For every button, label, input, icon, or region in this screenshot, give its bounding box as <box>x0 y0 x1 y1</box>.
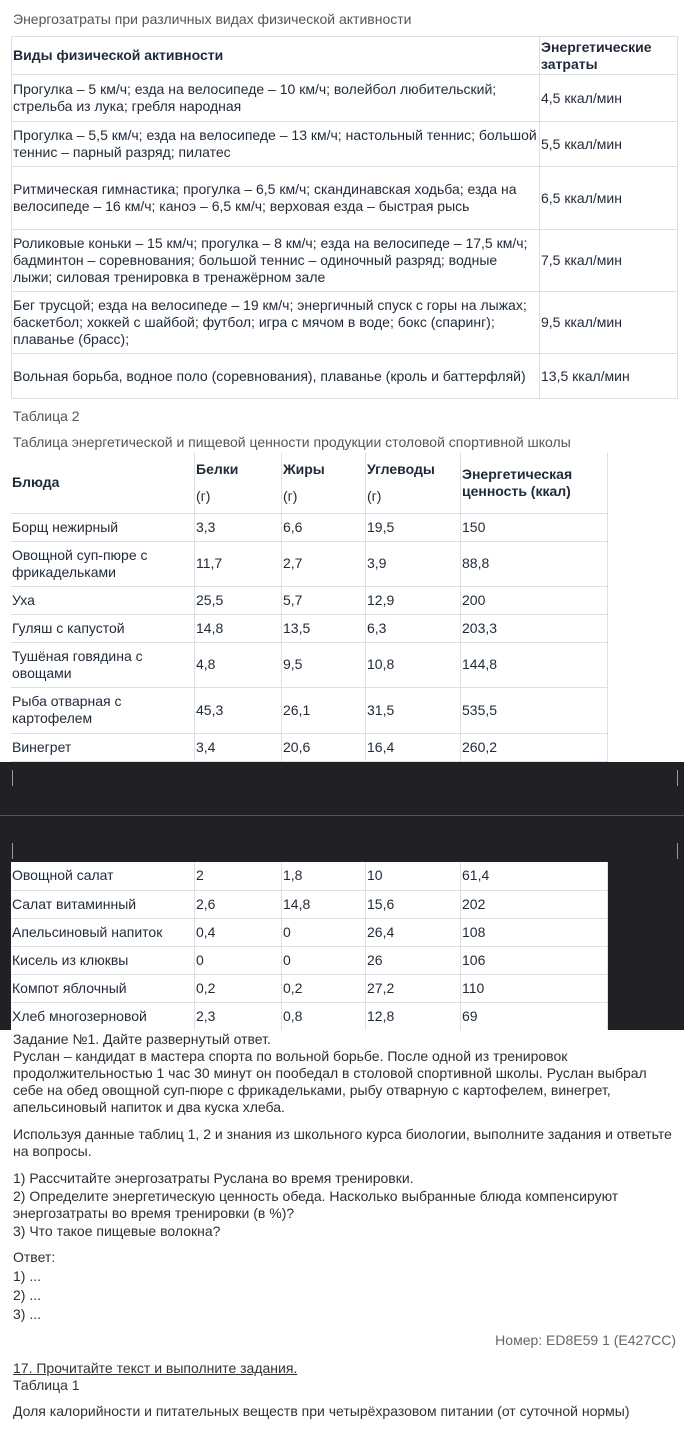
energy-cell: 61,4 <box>461 862 608 890</box>
question-2: 2) Определите энергетическую ценность обеда. Насколько выбранные блюда компенсируют энергозатраты во время тренировки (в %)? <box>13 1188 619 1221</box>
dish-cell: Винегрет <box>11 733 195 761</box>
dish-cell: Овощной суп-пюре с фрикадельками <box>11 541 195 586</box>
activity-cell: Роликовые коньки – 15 км/ч; прогулка – 8 км/ч; езда на велосипеде – 17,5 км/ч; бадминтон – соревнования; большой теннис – одиночный разряд; водные лыжи; силовая тренировка в тренажёрном зале <box>12 230 540 292</box>
header-fat-label: Жиры <box>283 461 325 477</box>
activity-cell: Прогулка – 5,5 км/ч; езда на велосипеде – 13 км/ч; настольный теннис; большой теннис – парный разряд; пилатес <box>12 122 540 167</box>
fat-cell: 14,8 <box>282 890 366 918</box>
header-activity: Виды физической активности <box>12 37 540 75</box>
fat-cell: 2,7 <box>282 541 366 586</box>
protein-cell: 2,6 <box>195 890 282 918</box>
energy-cell: 88,8 <box>461 541 608 586</box>
header-carbs <box>366 453 461 513</box>
task-instruction: Используя данные таблиц 1, 2 и знания из школьного курса биологии, выполните задания и ответьте на вопросы. <box>13 1126 672 1159</box>
table-row <box>11 1002 608 1030</box>
protein-cell: 11,7 <box>195 541 282 586</box>
energy-cell: 110 <box>461 974 608 1002</box>
page-break <box>0 762 684 862</box>
dish-cell: Кисель из клюквы <box>11 946 195 974</box>
protein-cell: 4,8 <box>195 642 282 687</box>
page-divider <box>0 815 684 816</box>
energy-cell: 13,5 ккал/мин <box>540 354 678 399</box>
header-fat-unit: (г) <box>283 488 298 504</box>
table-header-row <box>12 37 678 75</box>
table-row <box>11 586 608 614</box>
energy-cell: 150 <box>461 513 608 541</box>
energy-cell: 106 <box>461 946 608 974</box>
fat-cell: 0 <box>282 946 366 974</box>
table-row <box>11 687 608 733</box>
table-row <box>12 167 678 230</box>
answer-label: Ответ: <box>13 1249 56 1265</box>
task-number: Номер: ED8E59 1 (E427CC) <box>495 1332 676 1348</box>
next-table-label: Таблица 1 <box>13 1377 80 1393</box>
header-carbs-label: Углеводы <box>367 461 435 477</box>
header-carbs-unit: (г) <box>367 488 382 504</box>
carbs-cell: 10,8 <box>366 642 461 687</box>
page-corner-mark <box>677 843 684 859</box>
header-protein <box>195 453 282 513</box>
fat-cell: 26,1 <box>282 687 366 733</box>
energy-cell: 535,5 <box>461 687 608 733</box>
dish-cell: Салат витаминный <box>11 890 195 918</box>
dish-cell: Гуляш с капустой <box>11 614 195 642</box>
protein-cell: 14,8 <box>195 614 282 642</box>
protein-cell: 0 <box>195 946 282 974</box>
dish-cell: Уха <box>11 586 195 614</box>
table-row <box>11 862 608 890</box>
answer-2: 2) ... <box>13 1287 42 1303</box>
answer-1: 1) ... <box>13 1268 42 1284</box>
carbs-cell: 12,8 <box>366 1002 461 1030</box>
question-1: 1) Рассчитайте энергозатраты Руслана во время тренировки. <box>13 1170 414 1186</box>
fat-cell: 20,6 <box>282 733 366 761</box>
energy-cell: 203,3 <box>461 614 608 642</box>
table2-label: Таблица 2 <box>13 408 80 424</box>
dish-cell: Компот яблочный <box>11 974 195 1002</box>
carbs-cell: 31,5 <box>366 687 461 733</box>
table-header-row <box>11 453 608 513</box>
fat-cell: 0 <box>282 918 366 946</box>
energy-cell: 200 <box>461 586 608 614</box>
table-row <box>11 733 608 761</box>
energy-cell: 5,5 ккал/мин <box>540 122 678 167</box>
nutrition-table <box>11 453 608 762</box>
table-row <box>12 75 678 122</box>
activity-cell: Бег трусцой; езда на велосипеде – 19 км/ч; энергичный спуск с горы на лыжах; баскетбол; хоккей с шайбой; футбол; игра с мячом в воде; бокс (спаринг); плаванье (брасс); <box>12 292 540 354</box>
protein-cell: 2 <box>195 862 282 890</box>
dish-cell: Овощной салат <box>11 862 195 890</box>
task-story: Руслан – кандидат в мастера спорта по вольной борьбе. После одной из тренировок продолжительностью 1 час 30 минут он пообедал в столовой спортивной школы. Руслан выбрал себе на обед овощной суп-пюре с фрикадельками, рыбу отварную с картофелем, винегрет, апельсиновый напиток и два куска хлеба. <box>13 1048 647 1115</box>
nutrition-table-continued <box>11 862 608 1030</box>
fat-cell: 0,8 <box>282 1002 366 1030</box>
dark-gutter <box>0 862 11 1030</box>
table2-title: Таблица энергетической и пищевой ценности продукции столовой спортивной школы <box>13 434 571 450</box>
energy-cell: 6,5 ккал/мин <box>540 167 678 230</box>
task-block <box>13 1031 673 1323</box>
fat-cell: 1,8 <box>282 862 366 890</box>
energy-cell: 4,5 ккал/мин <box>540 75 678 122</box>
protein-cell: 3,3 <box>195 513 282 541</box>
table-row <box>11 918 608 946</box>
energy-cell: 108 <box>461 918 608 946</box>
carbs-cell: 6,3 <box>366 614 461 642</box>
question-3: 3) Что такое пищевые волокна? <box>13 1223 221 1239</box>
dish-cell: Хлеб многозерновой <box>11 1002 195 1030</box>
carbs-cell: 12,9 <box>366 586 461 614</box>
energy-cell: 7,5 ккал/мин <box>540 230 678 292</box>
carbs-cell: 3,9 <box>366 541 461 586</box>
fat-cell: 9,5 <box>282 642 366 687</box>
protein-cell: 45,3 <box>195 687 282 733</box>
task-heading: Задание №1. Дайте развернутый ответ. <box>13 1031 271 1047</box>
energy-cell: 9,5 ккал/мин <box>540 292 678 354</box>
table-row <box>11 642 608 687</box>
energy-cell: 144,8 <box>461 642 608 687</box>
page-corner-mark <box>12 770 19 786</box>
table-row <box>11 513 608 541</box>
protein-cell: 25,5 <box>195 586 282 614</box>
header-energy: Энергетическая ценность (ккал) <box>461 453 608 513</box>
page-corner-mark <box>12 843 19 859</box>
header-protein-label: Белки <box>196 461 239 477</box>
fat-cell: 5,7 <box>282 586 366 614</box>
fat-cell: 0,2 <box>282 974 366 1002</box>
table-row <box>12 122 678 167</box>
carbs-cell: 27,2 <box>366 974 461 1002</box>
table-row <box>11 890 608 918</box>
next-table-title: Доля калорийности и питательных веществ при четырёхразовом питании (от суточной нормы) <box>13 1403 630 1419</box>
table-row <box>12 230 678 292</box>
carbs-cell: 15,6 <box>366 890 461 918</box>
table-row <box>11 541 608 586</box>
protein-cell: 0,2 <box>195 974 282 1002</box>
energy-cell: 69 <box>461 1002 608 1030</box>
dish-cell: Апельсиновый напиток <box>11 918 195 946</box>
protein-cell: 2,3 <box>195 1002 282 1030</box>
page-corner-mark <box>677 770 684 786</box>
energy-expenditure-table <box>11 36 678 399</box>
header-fat <box>282 453 366 513</box>
table-row <box>12 354 678 399</box>
table-row <box>11 974 608 1002</box>
carbs-cell: 26,4 <box>366 918 461 946</box>
energy-cell: 260,2 <box>461 733 608 761</box>
carbs-cell: 26 <box>366 946 461 974</box>
table-row <box>12 292 678 354</box>
dish-cell: Рыба отварная с картофелем <box>11 687 195 733</box>
carbs-cell: 10 <box>366 862 461 890</box>
dish-cell: Тушёная говядина с овощами <box>11 642 195 687</box>
carbs-cell: 19,5 <box>366 513 461 541</box>
activity-cell: Вольная борьба, водное поло (соревнования), плаванье (кроль и баттерфляй) <box>12 354 540 399</box>
fat-cell: 6,6 <box>282 513 366 541</box>
header-energy: Энергетические затраты <box>540 37 678 75</box>
protein-cell: 3,4 <box>195 733 282 761</box>
fat-cell: 13,5 <box>282 614 366 642</box>
activity-cell: Ритмическая гимнастика; прогулка – 6,5 км/ч; скандинавская ходьба; езда на велосипеде – 16 км/ч; каноэ – 6,5 км/ч; верховая езда – быстрая рысь <box>12 167 540 230</box>
carbs-cell: 16,4 <box>366 733 461 761</box>
table-row <box>11 614 608 642</box>
next-task-link[interactable]: 17. Прочитайте текст и выполните задания. <box>13 1360 298 1376</box>
page-top-title: Энергозатраты при различных видах физической активности <box>13 11 412 27</box>
dark-gutter <box>608 862 684 1030</box>
activity-cell: Прогулка – 5 км/ч; езда на велосипеде – 10 км/ч; волейбол любительский; стрельба из лука; гребля народная <box>12 75 540 122</box>
header-dish: Блюда <box>11 453 195 513</box>
answer-3: 3) ... <box>13 1306 42 1322</box>
protein-cell: 0,4 <box>195 918 282 946</box>
table-row <box>11 946 608 974</box>
dish-cell: Борщ нежирный <box>11 513 195 541</box>
header-protein-unit: (г) <box>196 488 211 504</box>
energy-cell: 202 <box>461 890 608 918</box>
